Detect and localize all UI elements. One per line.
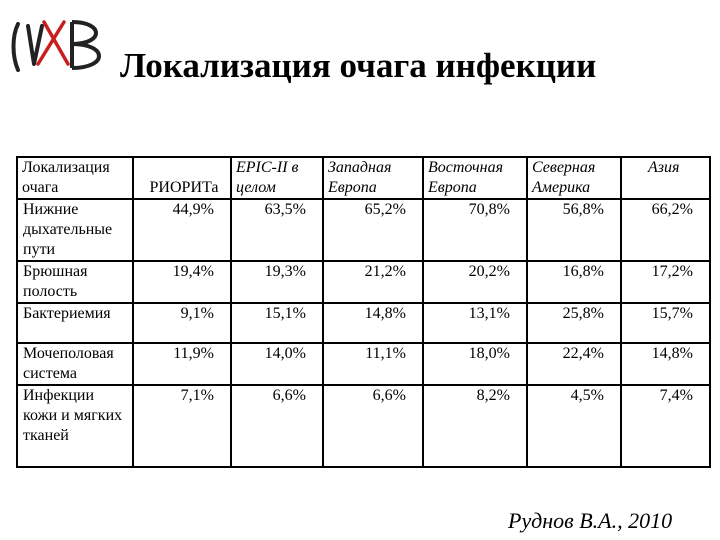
citation: Руднов В.А., 2010 <box>508 508 673 533</box>
cell-value: 63,5% <box>231 199 323 261</box>
cell-value: 7,4% <box>621 385 710 467</box>
cell-value: 22,4% <box>527 343 621 385</box>
cell-value: 4,5% <box>527 385 621 467</box>
cell-value: 44,9% <box>133 199 231 261</box>
cell-value: 19,4% <box>133 261 231 303</box>
cell-value: 15,1% <box>231 303 323 343</box>
logo-stroke-b <box>72 22 99 68</box>
cell-value: 16,8% <box>527 261 621 303</box>
page-title: Локализация очага инфекции <box>120 46 597 85</box>
col-header-localization: Локализация очага <box>17 157 133 199</box>
cell-value: 20,2% <box>423 261 527 303</box>
infection-localization-table <box>16 156 711 468</box>
col-header-riorit: РИОРИТа <box>133 157 231 199</box>
cell-value: 6,6% <box>323 385 423 467</box>
cell-value: 9,1% <box>133 303 231 343</box>
table-row <box>17 199 710 261</box>
logo <box>8 12 108 78</box>
cell-value: 14,8% <box>621 343 710 385</box>
cell-value: 56,8% <box>527 199 621 261</box>
cell-value: 11,9% <box>133 343 231 385</box>
cell-value: 15,7% <box>621 303 710 343</box>
table-row <box>17 343 710 385</box>
table-row <box>17 261 710 303</box>
col-header-epic: EPIC-II в целом <box>231 157 323 199</box>
cell-value: 17,2% <box>621 261 710 303</box>
cell-value: 7,1% <box>133 385 231 467</box>
cell-value: 65,2% <box>323 199 423 261</box>
cell-value: 19,3% <box>231 261 323 303</box>
cell-value: 13,1% <box>423 303 527 343</box>
row-label: Мочеполовая система <box>17 343 133 385</box>
col-header-asia: Азия <box>621 157 710 199</box>
col-header-west-europe: Западная Европа <box>323 157 423 199</box>
cell-value: 70,8% <box>423 199 527 261</box>
cell-value: 21,2% <box>323 261 423 303</box>
table-header-row <box>17 157 710 199</box>
cell-value: 6,6% <box>231 385 323 467</box>
logo-stroke-left <box>14 24 19 70</box>
cell-value: 18,0% <box>423 343 527 385</box>
cell-value: 14,8% <box>323 303 423 343</box>
row-label: Бактериемия <box>17 303 133 343</box>
cell-value: 14,0% <box>231 343 323 385</box>
col-header-east-europe: Восточная Европа <box>423 157 527 199</box>
cell-value: 66,2% <box>621 199 710 261</box>
table-row <box>17 303 710 343</box>
row-label: Нижние дыхательные пути <box>17 199 133 261</box>
col-header-north-america: Северная Америка <box>527 157 621 199</box>
cell-value: 25,8% <box>527 303 621 343</box>
cell-value: 8,2% <box>423 385 527 467</box>
row-label: Инфекции кожи и мягких тканей <box>17 385 133 467</box>
table-row <box>17 385 710 467</box>
cell-value: 11,1% <box>323 343 423 385</box>
row-label: Брюшная полость <box>17 261 133 303</box>
